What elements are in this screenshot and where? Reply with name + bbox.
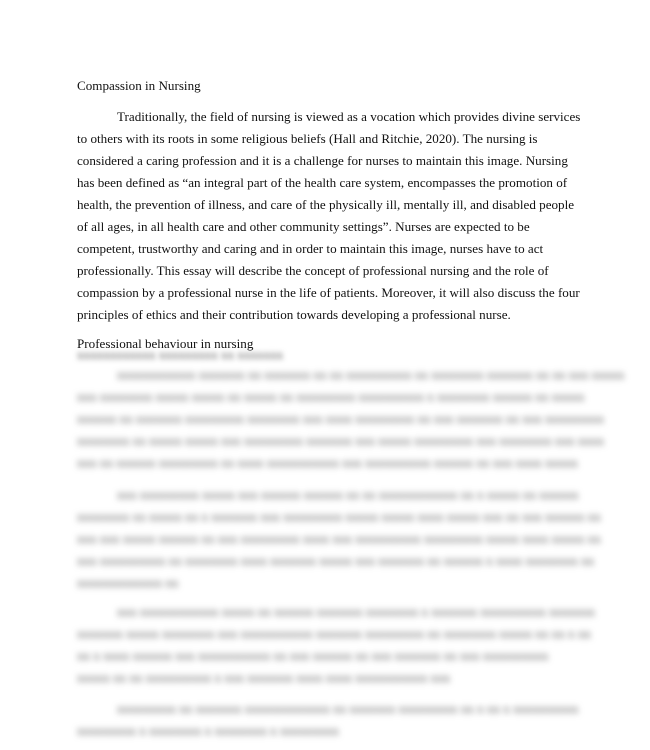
intro-line: health, the prevention of illness, and care of the physically ill, mentally ill, and disabled people [77,197,575,212]
intro-line: to others with its roots in some religious beliefs (Hall and Ritchie, 2020). The nursing is [77,131,538,146]
intro-line: compassion by a professional nurse in the life of patients. Moreover, it will also discuss the four [77,285,580,300]
intro-line: Traditionally, the field of nursing is viewed as a vocation which provides divine services [117,109,581,124]
blurred-heading-ghost: xxxxxxxxxxxx xxxxxxxxx xx xxxxxxx [77,347,284,362]
blurred-paragraph: xxxxxxxxx xx xxxxxxx xxxxxxxxxxxxx xx xxxxxxx xxxxxxxxx xx x xx x xxxxxxxxxx xxxxxxxxx x xxxxxxxx x xxxxxxxx x xxxxxxxxx [77,701,579,738]
intro-line: has been defined as “an integral part of the health care system, encompasses the promotion of [77,175,568,190]
section-heading: Professional behaviour in nursing [77,336,254,351]
intro-line: competent, trustworthy and caring and in order to maintain this image, nurses have to act [77,241,544,256]
blurred-paragraph: xxx xxxxxxxxxxxx xxxxx xx xxxxxx xxxxxxx xxxxxxxx x xxxxxxx xxxxxxxxxx xxxxxxx xxxxxxx xxxxx xxxxxxxx xxx xxxxxxxxxxx xxxxxxx xxxxxxxxx xx xxxxxxxx xxxxx xx xx x xx xx x xxxx xxxxxx xxx xxxxxxxxxxx xx xxx xxxxxx xx xxx xxxxxxx xx xxx xxxxxxxxxx xxxxx xx xx xxxxxxxxxx x xxx xxxxxxx xxxx xxxx xxxxxxxxxxx xxx [77,604,595,685]
intro-line: of all ages, in all health care and other community settings”. Nurses are expected to be [77,219,530,234]
intro-line: considered a caring profession and it is a challenge for nurses to maintain this image. Nursing [77,153,568,168]
blurred-paragraph: xxx xxxxxxxxx xxxxx xxx xxxxxx xxxxxx xx xx xxxxxxxxxxxx xx x xxxxx xx xxxxxx xxxxxxxx xx xxxxx xx x xxxxxxx xxx xxxxxxxxx xxxxx xxxxx xxxx xxxxx xxx xx xxx xxxxxx xx xxx xxx xxxxx xxxxxx xx xxx xxxxxxxxx xxxx xxx xxxxxxxxxx xxxxxxxxx xxxxx xxxx xxxxx xx xxx xxxxxxxxxx xx xxxxxxxx xxxx xxxxxxx xxxxx xxx xxxxxxx xx xxxxxx x xxxx xxxxxxxx xx xxxxxxxxxxxxx xx [77,487,601,590]
intro-paragraph [77,106,581,326]
blurred-paragraph: xxxxxxxxxxxx xxxxxxx xx xxxxxxx xx xx xxxxxxxxxx xx xxxxxxxx xxxxxxx xx xx xxx xxxxx xxx xxxxxxxx xxxxx xxxxx xx xxxxx xx xxxxxxxxx xxxxxxxxxx x xxxxxxxx xxxxxx xx xxxxx xxxxxx xx xxxxxxx xxxxxxxxx xxxxxxxx xxx xxxx xxxxxxxxx xx xxx xxxxxxx xx xxx xxxxxxxxx xxxxxxxx xx xxxxx xxxxx xxx xxxxxxxxx xxxxxxx xxx xxxxx xxxxxxxxx xxx xxxxxxxx xxx xxxx xxx xx xxxxxx xxxxxxxxx xx xxxx xxxxxxxxxxx xxx xxxxxxxxxx xxxxxx xx xxx xxxx xxxxx [77,367,625,470]
intro-line: principles of ethics and their contribution towards developing a professional nurse. [77,307,511,322]
document-title: Compassion in Nursing [77,78,201,93]
intro-line: professionally. This essay will describe the concept of professional nursing and the role of [77,263,549,278]
